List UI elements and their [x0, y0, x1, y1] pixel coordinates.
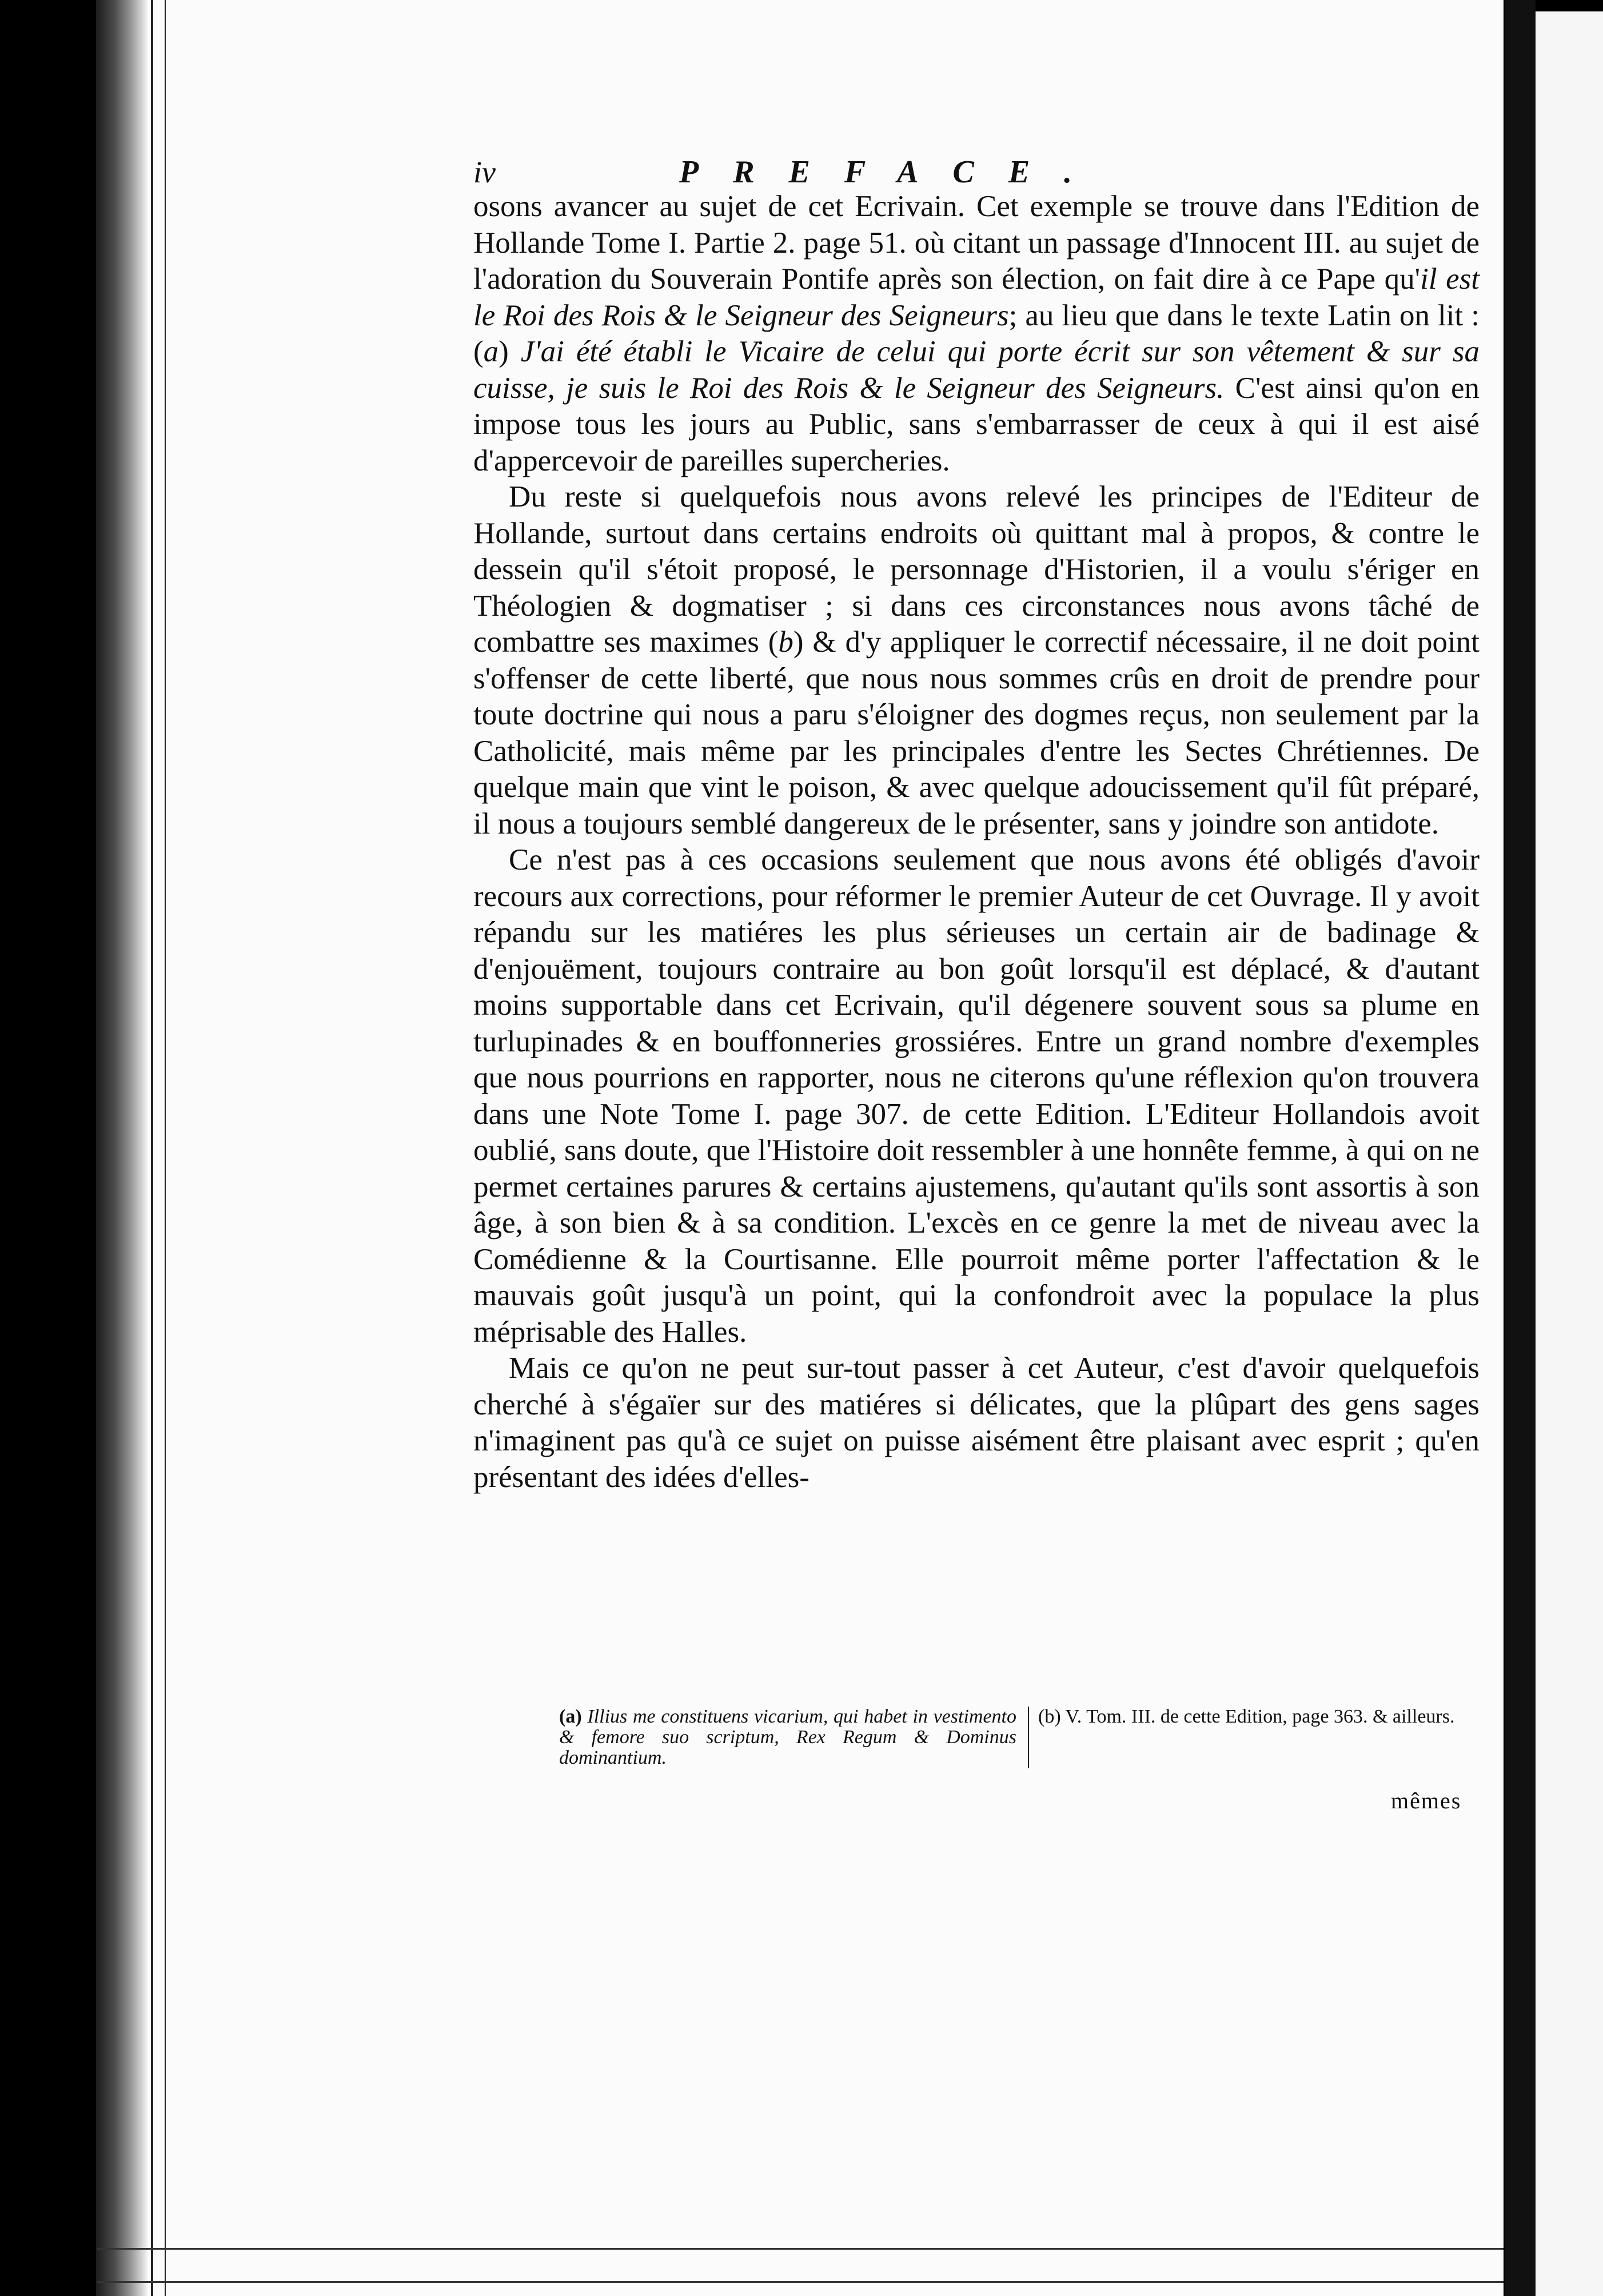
- paragraph: [473, 842, 1480, 1350]
- bottom-frame-line: [97, 2281, 1504, 2283]
- bottom-frame-line: [97, 2248, 1504, 2250]
- text-block: [473, 154, 1480, 1496]
- adjacent-page-edge: [1536, 11, 1603, 2296]
- text-run: ): [499, 335, 521, 368]
- text-run: osons avancer au sujet de cet Ecrivain. Cet exemple se trouve dans l'Edition de Hollande Tome I. Partie 2. page 51. où citant un passage d'Innocent III. au sujet de l'adoration du Souverain Pontife après son élection, on fait dire à ce Pape qu': [473, 190, 1480, 296]
- book-page: [96, 0, 1504, 2296]
- italic-text: il est le Roi des Rois & le Seigneur des Seigneurs: [473, 262, 1480, 332]
- text-run: ) & d'y appliquer le correctif nécessaire, il ne doit point s'offenser de cette liberté, que nous nous sommes crûs en droit de prendre pour toute doctrine qui nous a paru s'éloigner des dogmes reçus, non seulement par la Catholicité, mais même par les principales d'entre les Sectes Chrétiennes. De quelque main que vint le poison, & avec quelque adoucissement qu'il fût préparé, il nous a toujours semblé dangereux de le présenter, sans y joindre son antidote.: [473, 625, 1480, 840]
- text-run: C'est ainsi qu'on en impose tous les jours au Public, sans s'embarrasser de ceux à qui il est aisé d'appercevoir de pareilles supercheries.: [473, 371, 1480, 477]
- text-run: Ce n'est pas à ces occasions seulement que nous avons été obligés d'avoir recours aux corrections, pour réformer le premier Auteur de cet Ouvrage. Il y avoit répandu sur les matiéres les plus sérieuses un certain air de badinage & d'enjouëment, toujours contraire au bon goût lorsqu'il est déplacé, & d'autant moins supportable dans cet Ecrivain, qu'il dégenere souvent sous sa plume en turlupinades & en bouffonneries grossiéres. Entre un grand nombre d'exemples que nous pourrions en rapporter, nous ne citerons qu'une réflexion qu'on trouvera dans une Note Tome I. page 307. de cette Edition. L'Editeur Hollandois avoit oublié, sans doute, que l'Histoire doit ressembler à une honnête femme, à qui on ne permet certaines parures & certains ajustemens, qu'autant qu'ils sont assortis à son âge, à son bien & à sa condition. L'excès en ce genre la met de niveau avec la Comédienne & la Courtisanne. Elle pourroit même porter l'affectation & le mauvais goût jusqu'à un point, qui la confondroit avec la populace la plus méprisable des Halles.: [473, 843, 1480, 1349]
- text-run: Du reste si quelquefois nous avons relevé les principes de l'Editeur de Hollande, surtout dans certains endroits où quittant mal à propos, & contre le dessein qu'il s'étoit proposé, le personnage d'Historien, il a voulu s'ériger en Théologien & dogmatiser ; si dans ces circonstances nous avons tâché de combattre ses maximes (: [473, 480, 1480, 659]
- running-title: PREFACE.: [679, 154, 1107, 190]
- text-run: Mais ce qu'on ne peut sur-tout passer à cet Auteur, c'est d'avoir quelquefois cherché à s'égaïer sur des matiéres si délicates, que la plûpart des gens sages n'imaginent pas qu'à ce sujet on puisse aisément être plaisant avec esprit ; qu'en présentant des idées d'elles-: [473, 1352, 1480, 1494]
- footnote-a-label: (a): [559, 1706, 582, 1727]
- page-gap: [1505, 0, 1536, 2296]
- running-head: [473, 154, 1480, 189]
- footnote-a: [559, 1707, 1029, 1768]
- spine-line: [151, 0, 153, 2296]
- italic-text: J'ai été établi le Vicaire de celui qui porte écrit sur son vêtement & sur sa cuisse, je suis le Roi des Rois & le Seigneur des Seigneurs.: [473, 335, 1480, 405]
- footnote-a-text: Illius me constituens vicarium, qui habet in vestimento & femore suo scriptum, Rex Regum & Dominus dominantium.: [559, 1706, 1016, 1768]
- body-text: [473, 189, 1480, 1496]
- text-run: ; au lieu que dans le texte Latin on lit : (: [473, 298, 1480, 368]
- spine-line: [165, 0, 166, 2296]
- catchword: mêmes: [1391, 1788, 1462, 1813]
- italic-text: a: [483, 335, 499, 368]
- footnote-b: (b) V. Tom. III. de cette Edition, page 363. & ailleurs.: [1038, 1706, 1455, 1727]
- paragraph: [473, 479, 1480, 842]
- spine-shadow: [96, 0, 147, 2296]
- folio: iv: [473, 155, 496, 189]
- italic-text: b: [778, 625, 793, 659]
- paragraph: [473, 1350, 1480, 1496]
- footnotes: [559, 1707, 1480, 1768]
- paragraph: [473, 189, 1480, 479]
